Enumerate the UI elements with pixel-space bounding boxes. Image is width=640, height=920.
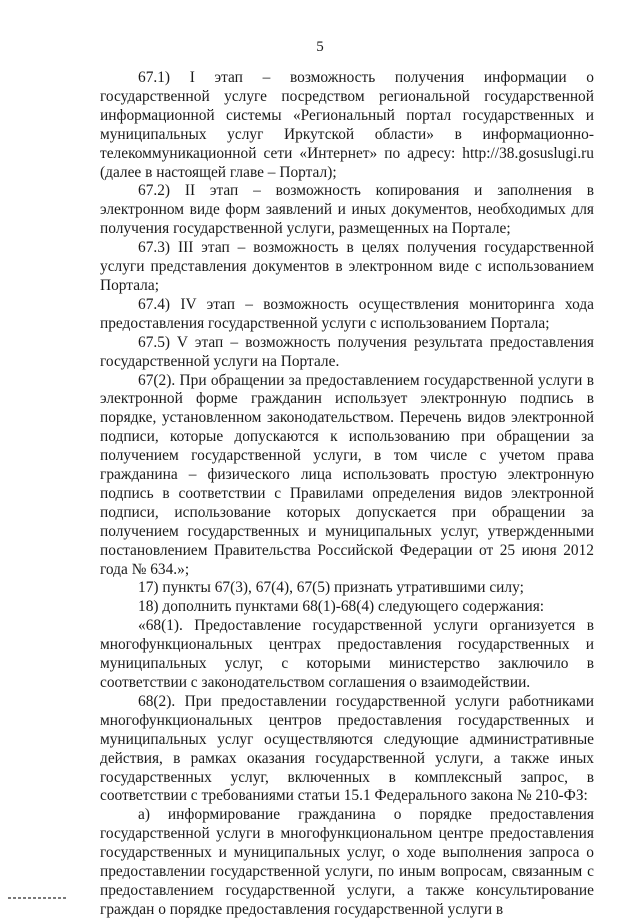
paragraph-67-5: 67.5) V этап – возможность получения результата предоставления государственной услуги на Портале. bbox=[100, 333, 594, 370]
paragraph-67-1: 67.1) I этап – возможность получения информации о государственной услуге посредством региональной государственной информационной системы «Региональный портал государственных и муниципальных услуг Иркутской области» в информационно-телекоммуникационной сети «Интернет» по адресу: http://38.gosuslugi.ru (далее в настоящей главе – Портал); bbox=[100, 69, 594, 181]
paragraph-item-17: 17) пункты 67(3), 67(4), 67(5) признать утратившими силу; bbox=[138, 579, 524, 597]
paragraph-item-18: 18) дополнить пунктами 68(1)-68(4) следующего содержания: bbox=[138, 598, 545, 616]
paragraph-67-2-signature: 67(2). При обращении за предоставлением государственной услуги в электронной форме гражданин использует электронную подпись в порядке, установленном законодательством. Перечень видов электронной подписи, которые допускаются к использованию при обращении за получением государственной услуги, в том числе с учетом права гражданина – физического лица использовать простую электронную подпись в соответствии с Правилами определения видов электронной подписи, использование которых допускается при обращении за получением государственных и муниципальных услуг, утвержденными постановлением Правительства Российской Федерации от 25 июня 2012 года № 634.»; bbox=[100, 371, 594, 578]
paragraph-68-2: 68(2). При предоставлении государственной услуги работниками многофункциональных центров предоставления государственных и муниципальных услуг осуществляются следующие административные действия, в рамках оказания государственной услуги, а также иных государственных услуг, включенных в комплексный запрос, в соответствии с требованиями статьи 15.1 Федерального закона № 210-ФЗ: bbox=[100, 692, 594, 805]
page-number: 5 bbox=[316, 39, 324, 55]
paragraph-67-3: 67.3) III этап – возможность в целях получения государственной услуги представления документов в электронном виде с использованием Портала; bbox=[100, 239, 594, 294]
paragraph-68-2-a: а) информирование гражданина о порядке предоставления государственной услуги в многофункциональном центре предоставления государственных и муниципальных услуг, о ходе выполнения запроса о предоставлении государственной услуги, по иным вопросам, связанным с предоставлением государственной услуги, а также консультирование граждан о порядке предоставления государственной услуги в bbox=[100, 806, 594, 918]
footer-scan-mark bbox=[8, 897, 68, 899]
paragraph-68-1: «68(1). Предоставление государственной услуги организуется в многофункциональных центрах предоставления государственных и муниципальных услуг, с которыми министерство заключило в соответствии с законодательством соглашения о взаимодействии. bbox=[100, 617, 594, 691]
document-body bbox=[100, 69, 594, 920]
paragraph-67-4: 67.4) IV этап – возможность осуществления мониторинга хода предоставления государственной услуги с использованием Портала; bbox=[100, 295, 594, 332]
paragraph-67-2: 67.2) II этап – возможность копирования и заполнения в электронном виде форм заявлений и иных документов, необходимых для получения государственной услуги, размещенных на Портале; bbox=[100, 182, 594, 238]
